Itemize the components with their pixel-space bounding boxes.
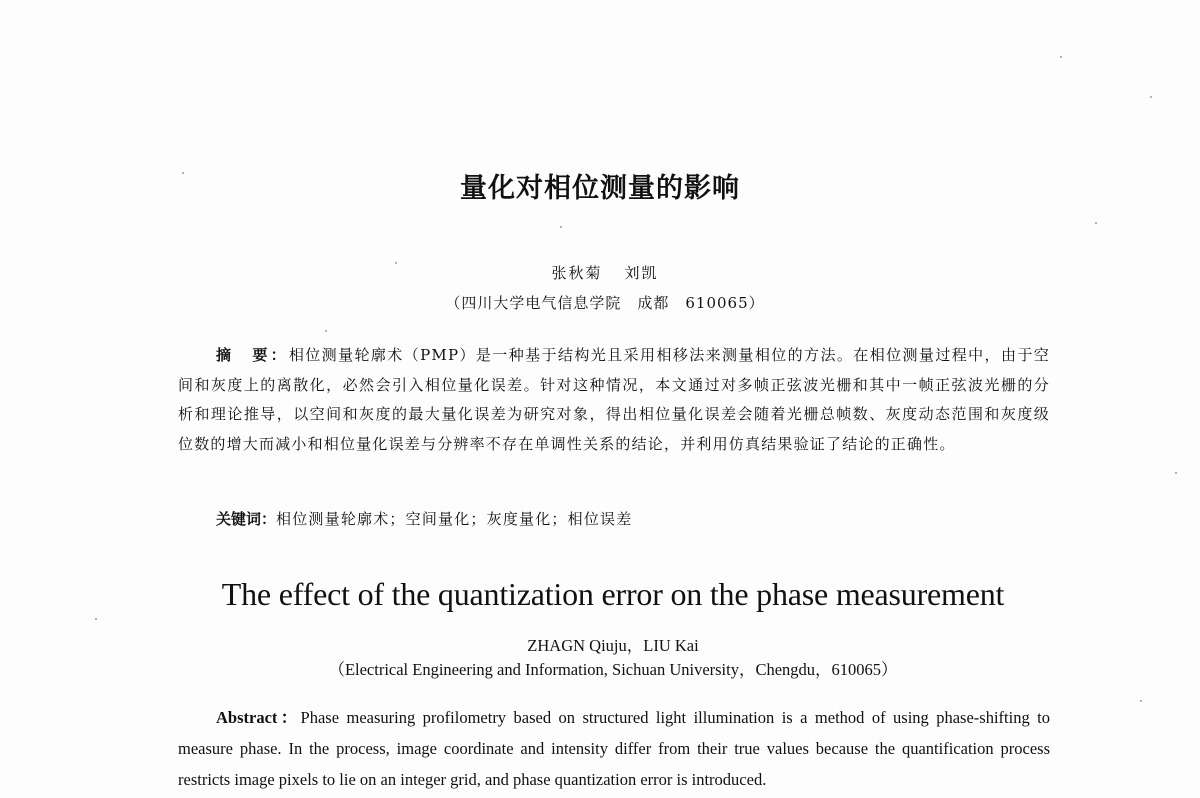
english-title: The effect of the quantization error on the phase measurement (221, 576, 1005, 612)
scan-speck (1140, 700, 1142, 702)
chinese-keywords-text: 相位测量轮廓术；空间量化；灰度量化；相位误差 (276, 510, 633, 528)
english-authors: ZHAGN Qiuju，LIU Kai (527, 636, 699, 655)
scan-speck (1060, 56, 1062, 58)
english-abstract (178, 702, 1050, 795)
chinese-author-1: 张秋菊 (551, 264, 603, 282)
english-affiliation: （Electrical Engineering and Information, Sichuan University，Chengdu，610065） (328, 660, 898, 679)
chinese-title: 量化对相位测量的影响 (460, 173, 740, 204)
scan-speck (182, 172, 184, 174)
scan-speck (325, 330, 327, 332)
chinese-author-2: 刘凯 (624, 264, 659, 282)
english-abstract-label: Abstract： (216, 708, 301, 727)
chinese-abstract (178, 341, 1050, 459)
chinese-abstract-label: 摘 要： (216, 346, 289, 364)
chinese-authors (0, 262, 1200, 283)
chinese-keywords (216, 508, 1050, 529)
scan-speck (560, 226, 562, 228)
chinese-abstract-text: 相位测量轮廓术（PMP）是一种基于结构光且采用相移法来测量相位的方法。在相位测量过程中，由于空间和灰度上的离散化，必然会引入相位量化误差。针对这种情况，本文通过对多帧正弦波光栅和其中一帧正弦波光栅的分析和理论推导，以空间和灰度的最大量化误差为研究对象，得出相位量化误差会随着光栅总帧数、灰度动态范围和灰度级位数的增大而减小和相位量化误差与分辨率不存在单调性关系的结论，并利用仿真结果验证了结论的正确性。 (178, 346, 1050, 453)
chinese-keywords-label: 关键词： (216, 510, 277, 528)
scan-speck (1095, 222, 1097, 224)
scan-speck (1150, 96, 1152, 98)
chinese-affiliation: （四川大学电气信息学院 成都 610065） (445, 294, 765, 312)
english-abstract-text: Phase measuring profilometry based on structured light illumination is a method of using phase-shifting to measure phase. In the process, image coordinate and intensity differ from their true values because the quantification process restricts image pixels to lie on an integer grid, and phase quantization error is introduced. (178, 708, 1050, 789)
scan-speck (395, 262, 397, 264)
scan-speck (1175, 472, 1177, 474)
scan-speck (95, 618, 97, 620)
